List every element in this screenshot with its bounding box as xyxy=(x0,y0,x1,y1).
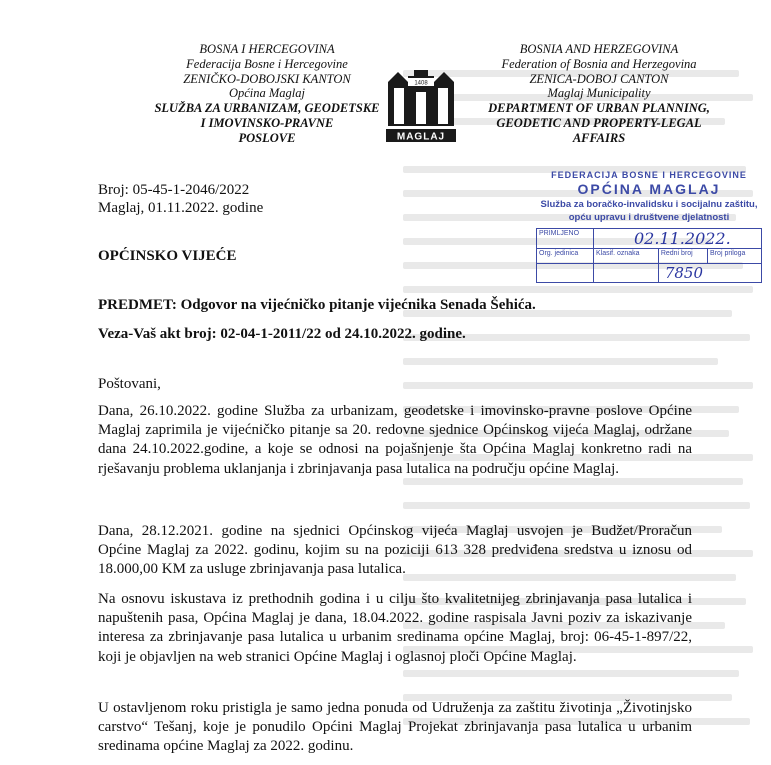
header-right-line2: Federation of Bosnia and Herzegovina xyxy=(501,56,697,71)
header-right-line4: Maglaj Municipality xyxy=(547,86,651,101)
header-left-dept2: I IMOVINSKO-PRAVNE xyxy=(200,115,334,130)
header-right-line1: BOSNIA AND HERZEGOVINA xyxy=(519,42,679,56)
recipient: OPĆINSKO VIJEĆE xyxy=(98,248,237,264)
stamp-line3: Služba za boračko-invalidsku i socijalnu zaštitu, xyxy=(540,199,758,210)
header-left xyxy=(142,42,392,146)
stamp-line4: opću upravu i društvene djelatnosti xyxy=(568,212,730,223)
logo-name: MAGLAJ xyxy=(396,131,446,143)
stamp-line2: OPĆINA MAGLAJ xyxy=(577,181,721,197)
stamp-received-label: PRIMLJENO xyxy=(537,229,594,249)
stamp-table xyxy=(536,228,762,283)
logo-year: 1408 xyxy=(414,80,428,87)
header-right-dept3: AFFAIRS xyxy=(572,130,626,145)
subject: PREDMET: Odgovor na vijećničko pitanje vijećnika Senada Šehića. xyxy=(98,297,536,313)
header-left-line1: BOSNA I HERCEGOVINA xyxy=(199,42,335,56)
maglaj-coat-of-arms-icon xyxy=(384,68,458,144)
header-left-line2: Federacija Bosne i Hercegovine xyxy=(186,56,348,71)
header-left-dept3: POSLOVE xyxy=(238,130,296,145)
stamp-col3: Redni broj xyxy=(658,249,707,264)
stamp-col4: Broj priloga xyxy=(708,249,762,264)
header-right-dept2: GEODETIC AND PROPERTY-LEGAL xyxy=(496,115,702,130)
stamp-col2: Klasif. oznaka xyxy=(594,249,659,264)
greeting: Poštovani, xyxy=(98,376,161,392)
stamp-received-date: 02.11.2022. xyxy=(594,229,762,249)
paragraph-3: Na osnovu iskustava iz prethodnih godina i u cilju što kvalitetnijeg zbrinjavanja pasa lutalica i napuštenih pasa, Općina Maglaj je dana, 18.04.2022. godine raspisala Javni poziv za iskazivanje interesa za zbrinjavanje pasa lutalica u urbanim sredinama općine Maglaj, broj: 06-45-1-897/22, koji je objavljen na web stranici Općine Maglaj i oglasnoj ploči Općine Maglaj. xyxy=(98,591,692,665)
stamp-col1: Org. jedinica xyxy=(537,249,594,264)
reference-number: Broj: 05-45-1-2046/2022 xyxy=(98,182,250,198)
paragraph-1: Dana, 26.10.2022. godine Služba za urbanizam, geodetske i imovinsko-pravne poslove Općine Maglaj zaprimila je vijećničko pitanje sa 20. redovne sjednice Općinskog vijeća Maglaj, održane dana 24.10.2022.godine, a koje se odnosi na pojašnjenje šta Općina Maglaj konkretno radi na rješavanju problema uklanjanja i zbrinjavanja pasa lutalica na području općine Maglaj. xyxy=(98,403,692,477)
relation: Veza-Vaš akt broj: 02-04-1-2011/22 od 24.10.2022. godine. xyxy=(98,326,466,342)
paragraph-4: U ostavljenom roku pristigla je samo jedna ponuda od Udruženja za zaštitu životinja „Životinjsko carstvo“ Tešanj, koje je ponudilo Općini Maglaj Projekat zbrinjavanja pasa lutalica u urbanim sredinama općine Maglaj za 2022. godinu. xyxy=(98,700,692,755)
header-left-line3: ZENIČKO-DOBOJSKI KANTON xyxy=(183,71,351,86)
paragraph-2: Dana, 28.12.2021. godine na sjednici Općinskog vijeća Maglaj usvojen je Budžet/Proračun Općine Maglaj za 2022. godinu, kojim su na poziciji 613 328 predviđena sredstva u iznosu od 18.000,00 KM za usluge zbrinjavanja pasa lutalica. xyxy=(98,523,692,578)
header-right-dept1: DEPARTMENT OF URBAN PLANNING, xyxy=(488,101,710,116)
stamp-reg-number: 7850 xyxy=(658,264,761,283)
header-left-line4: Općina Maglaj xyxy=(228,86,306,101)
place-date: Maglaj, 01.11.2022. godine xyxy=(98,200,264,216)
header-right-line3: ZENICA-DOBOJ CANTON xyxy=(529,71,669,86)
stamp-line1: FEDERACIJA BOSNE I HERCEGOVINE xyxy=(551,170,747,180)
header-left-dept1: SLUŽBA ZA URBANIZAM, GEODETSKE xyxy=(154,101,380,116)
received-stamp xyxy=(530,170,768,282)
header-right xyxy=(468,42,730,146)
